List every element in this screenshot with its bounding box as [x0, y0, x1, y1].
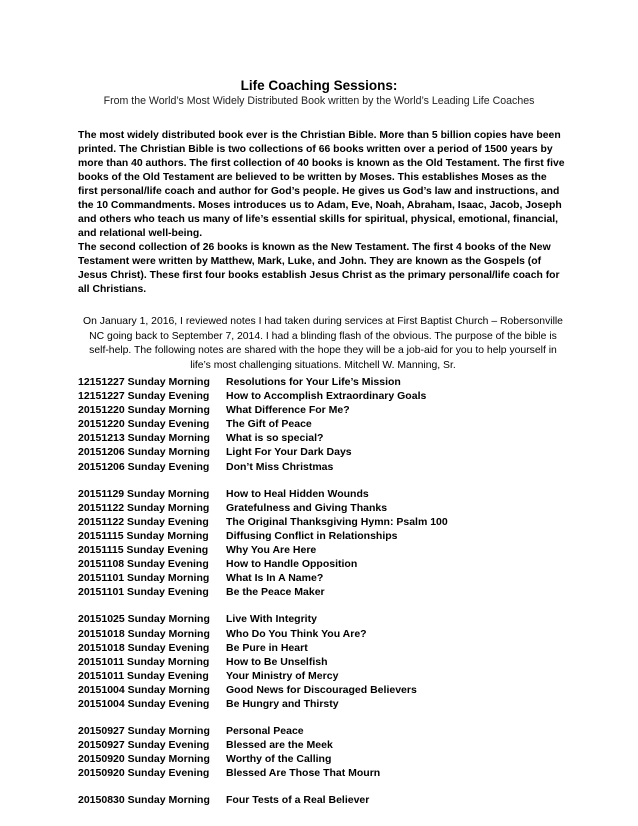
sermon-date-service: 20151018 Sunday Evening: [78, 641, 210, 654]
sermon-list: [78, 375, 578, 821]
sermon-topic: Who Do You Think You Are?: [226, 627, 367, 640]
sermon-date-service: 20151122 Sunday Morning: [78, 501, 210, 514]
sermon-row: [78, 697, 578, 711]
sermon-topic: Worthy of the Calling: [226, 753, 332, 766]
sermon-date-service: 20151129 Sunday Morning: [78, 487, 210, 500]
sermon-row: [78, 431, 578, 445]
sermon-date-service: 20151018 Sunday Morning: [78, 627, 210, 640]
sermon-topic: How to Accomplish Extraordinary Goals: [226, 390, 427, 403]
sermon-topic: Blessed are the Meek: [226, 739, 333, 752]
sermon-topic: Resolutions for Your Life’s Mission: [226, 376, 401, 388]
sermon-row: [78, 655, 578, 669]
sermon-row: [78, 501, 578, 515]
sermon-topic: What Is In A Name?: [226, 572, 324, 585]
sermon-date-service: 20150927 Sunday Evening: [78, 739, 210, 752]
sermon-group: [78, 612, 578, 711]
sermon-row: [78, 375, 578, 389]
sermon-row: [78, 417, 578, 431]
sermon-date-service: 20150927 Sunday Morning: [78, 725, 210, 738]
sermon-row: [78, 683, 578, 697]
sermon-group: [78, 724, 578, 780]
sermon-row: [78, 529, 578, 543]
sermon-topic: Light For Your Dark Days: [226, 446, 352, 459]
sermon-row: [78, 724, 578, 738]
sermon-topic: Be Hungry and Thirsty: [226, 697, 339, 710]
sermon-topic: What is so special?: [226, 432, 324, 445]
sermon-row: [78, 627, 578, 641]
sermon-row: [78, 543, 578, 557]
sermon-date-service: 20151122 Sunday Evening: [78, 515, 209, 528]
sermon-group: [78, 487, 578, 600]
sermon-row: [78, 571, 578, 585]
sermon-row: [78, 389, 578, 403]
sermon-row: [78, 793, 578, 807]
sermon-row: [78, 460, 578, 474]
sermon-topic: The Original Thanksgiving Hymn: Psalm 100: [226, 515, 448, 528]
sermon-date-service: 20151011 Sunday Morning: [78, 655, 210, 668]
sermon-date-service: 20151004 Sunday Morning: [78, 683, 210, 696]
sermon-topic: How to Heal Hidden Wounds: [226, 487, 369, 500]
sermon-row: [78, 487, 578, 501]
sermon-topic: How to Be Unselfish: [226, 655, 328, 668]
sermon-date-service: 20151101 Sunday Evening: [78, 586, 209, 599]
sermon-row: [78, 585, 578, 599]
sermon-date-service: 20150920 Sunday Morning: [78, 753, 210, 766]
author-note: On January 1, 2016, I reviewed notes I had taken during services at First Baptist Church – Robersonville NC going back to September 7, 2014. I had a blinding flash of the obvious. The purpose of the bible is self-help. The following notes are shared with the hope they will be a job-aid for you to help yourself in life’s most challenging situations. Mitchell W. Manning, Sr.: [83, 316, 563, 371]
intro-paragraph-old-testament: The most widely distributed book ever is the Christian Bible. More than 5 billion copies have been printed. The Christian Bible is two collections of 66 books written over a period of 1500 years by more than 40 authors. The first collection of 40 books is known as the Old Testament. The first five books of the Old Testament are believed to be written by Moses. This establishes Moses as the first personal/life coach and author for God’s people. He gives us God’s law and instructions, and the 10 Commandments. Moses introduces us to Adam, Eve, Noah, Abraham, Isaac, Jacob, Joseph and others who teach us many of life’s essential skills for spiritual, physical, emotional, financial, and relational well-being.: [78, 130, 565, 240]
sermon-date-service: 20151025 Sunday Morning: [78, 613, 210, 626]
page-title: Life Coaching Sessions:: [240, 78, 398, 93]
intro-paragraph-new-testament: The second collection of 26 books is known as the New Testament. The first 4 books of the New Testament were written by Matthew, Mark, Luke, and John. They are known as the Gospels (of Jesus Christ). These first four books establish Jesus Christ as the primary personal/life coach for all Christians.: [78, 242, 560, 296]
sermon-topic: Blessed Are Those That Mourn: [226, 767, 381, 780]
sermon-row: [78, 766, 578, 780]
sermon-topic: Be the Peace Maker: [226, 586, 325, 599]
sermon-topic: Gratefulness and Giving Thanks: [226, 501, 388, 514]
sermon-row: [78, 612, 578, 626]
sermon-topic: What Difference For Me?: [226, 404, 350, 417]
sermon-date-service: 20150830 Sunday Morning: [78, 794, 210, 807]
sermon-date-service: 20151213 Sunday Morning: [78, 432, 210, 445]
sermon-row: [78, 557, 578, 571]
sermon-row: [78, 641, 578, 655]
sermon-date-service: 20151115 Sunday Morning: [78, 529, 209, 542]
sermon-date-service: 12151227 Sunday Evening: [78, 390, 210, 403]
sermon-topic: Good News for Discouraged Believers: [226, 683, 417, 696]
sermon-row: [78, 445, 578, 459]
sermon-date-service: 20151108 Sunday Evening: [78, 558, 209, 571]
sermon-topic: The Gift of Peace: [226, 418, 312, 431]
sermon-date-service: 20151101 Sunday Morning: [78, 572, 210, 585]
sermon-date-service: 20150920 Sunday Evening: [78, 767, 210, 780]
sermon-row: [78, 752, 578, 766]
sermon-date-service: 12151227 Sunday Morning: [78, 376, 210, 388]
sermon-row: [78, 515, 578, 529]
sermon-date-service: 20151011 Sunday Evening: [78, 669, 209, 682]
sermon-topic: Don’t Miss Christmas: [226, 460, 334, 473]
sermon-topic: Your Ministry of Mercy: [226, 669, 339, 682]
sermon-date-service: 20151115 Sunday Evening: [78, 544, 209, 557]
sermon-date-service: 20151206 Sunday Morning: [78, 446, 210, 459]
sermon-group: [78, 375, 578, 474]
sermon-topic: Be Pure in Heart: [226, 641, 308, 654]
sermon-date-service: 20151004 Sunday Evening: [78, 697, 210, 710]
sermon-date-service: 20151220 Sunday Evening: [78, 418, 210, 431]
sermon-date-service: 20151206 Sunday Evening: [78, 460, 210, 473]
sermon-row: [78, 669, 578, 683]
sermon-topic: How to Handle Opposition: [226, 558, 358, 571]
page-subtitle: From the World’s Most Widely Distributed Book written by the World’s Leading Life Coaches: [103, 95, 535, 107]
sermon-topic: Live With Integrity: [226, 613, 317, 626]
sermon-group: [78, 793, 578, 807]
sermon-topic: Four Tests of a Real Believer: [226, 794, 370, 807]
sermon-topic: Diffusing Conflict in Relationships: [226, 529, 398, 542]
sermon-row: [78, 403, 578, 417]
sermon-date-service: 20151220 Sunday Morning: [78, 404, 210, 417]
sermon-row: [78, 738, 578, 752]
sermon-topic: Personal Peace: [226, 725, 304, 738]
sermon-topic: Why You Are Here: [226, 544, 317, 557]
